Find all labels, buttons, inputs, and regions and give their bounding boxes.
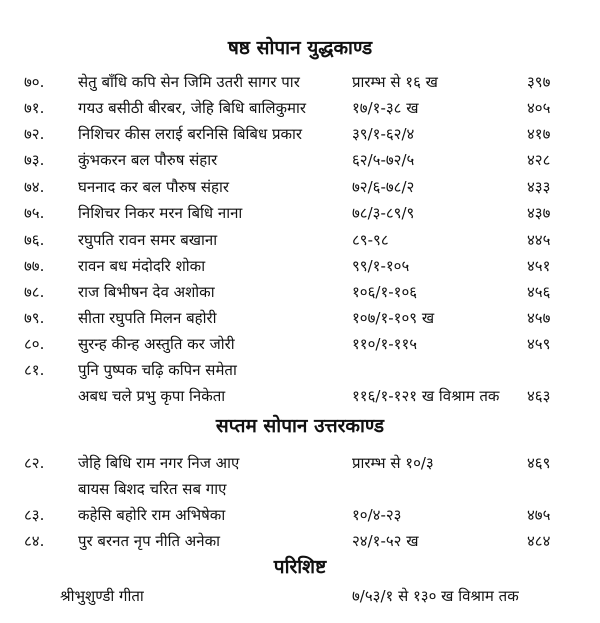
entry-range: ११०/१-११५: [352, 335, 418, 353]
entry-page: ४५९: [527, 335, 551, 353]
entry-page: ४३३: [527, 178, 551, 196]
entry-title: निशिचर कीस लराई बरनिसि बिबिध प्रकार: [78, 125, 303, 143]
entry-number: ८४.: [24, 532, 45, 550]
toc-row: [0, 227, 600, 253]
entry-number: ८३.: [24, 506, 45, 524]
entry-title: कहेसि बहोरि राम अभिषेका: [78, 506, 226, 524]
toc-row: [0, 502, 600, 528]
entry-range: ११६/१-१२१ ख विश्राम तक: [352, 387, 500, 405]
entry-page: ४६९: [527, 454, 551, 472]
entry-title: निशिचर निकर मरन बिधि नाना: [78, 204, 243, 222]
toc-row: [0, 253, 600, 279]
entry-title: सुरन्ह कीन्ह अस्तुति कर जोरी: [78, 335, 235, 353]
entry-title: रघुपति रावन समर बखाना: [78, 231, 218, 249]
entry-range: ३९/१-६२/४: [352, 125, 415, 143]
entry-range: २४/१-५२ ख: [352, 532, 419, 550]
entry-title: कुंभकरन बल पौरुष संहार: [78, 151, 218, 169]
toc-row: [0, 528, 600, 554]
toc-row: [0, 583, 600, 609]
entry-title: सीता रघुपति मिलन बहोरी: [78, 309, 217, 327]
section-heading-yuddhakand: षष्ठ सोपान युद्धकाण्ड: [227, 37, 373, 59]
entry-page: ४२८: [527, 151, 551, 169]
toc-row: [0, 147, 600, 173]
toc-row: [0, 305, 600, 331]
entry-number: ७३.: [24, 151, 45, 169]
entry-number: ८०.: [24, 335, 45, 353]
entry-range: ९९/१-१०५: [352, 257, 410, 275]
toc-row: [0, 357, 600, 383]
toc-row: [0, 95, 600, 121]
entry-number: ७५.: [24, 204, 45, 222]
entry-title: घननाद कर बल पौरुष संहार: [78, 178, 229, 196]
entry-page: ४५१: [527, 257, 551, 275]
toc-row: [0, 279, 600, 305]
entry-page: ४१७: [527, 125, 551, 143]
entry-title: पुर बरनत नृप नीति अनेका: [78, 532, 220, 550]
entry-page: ४७५: [527, 506, 551, 524]
entry-number: ८२.: [24, 454, 45, 472]
toc-row: [0, 121, 600, 147]
entry-range: प्रारम्भ से १०/३: [352, 454, 434, 472]
entry-number: ८१.: [24, 361, 45, 379]
toc-row: [0, 69, 600, 95]
toc-row: [0, 200, 600, 226]
entry-number: ७७.: [24, 257, 45, 275]
entry-number: ७०.: [24, 73, 45, 91]
entry-page: ४५६: [527, 283, 551, 301]
toc-row: [0, 174, 600, 200]
entry-page: ४३७: [527, 204, 551, 222]
toc-row: [0, 476, 600, 502]
entry-title: श्रीभुशुण्डी गीता: [60, 587, 144, 605]
entry-title: गयउ बसीठी बीरबर, जेहि बिधि बालिकुमार: [78, 99, 307, 117]
entry-title: राज बिभीषन देव अशोका: [78, 283, 215, 301]
entry-title: जेहि बिधि राम नगर निज आए: [78, 454, 240, 472]
entry-page: ४४५: [527, 231, 551, 249]
entry-number: ७२.: [24, 125, 45, 143]
entry-range: ८९-९८: [352, 231, 389, 249]
entry-page: ४६३: [527, 387, 551, 405]
toc-row: [0, 331, 600, 357]
entry-page: ४८४: [527, 532, 551, 550]
entry-number: ७४.: [24, 178, 45, 196]
entry-page: ४५७: [527, 309, 551, 327]
entry-range: १७/१-३८ ख: [352, 99, 419, 117]
entry-title: अबध चले प्रभु कृपा निकेता: [78, 387, 226, 405]
entry-range: ७२/६-७८/२: [352, 178, 415, 196]
section-heading-uttarkand: सप्तम सोपान उत्तरकाण्ड: [215, 415, 385, 437]
entry-title: रावन बध मंदोदरि शोका: [78, 257, 206, 275]
entry-range: ७/५३/१ से १३० ख विश्राम तक: [352, 587, 519, 605]
entry-page: ४०५: [527, 99, 551, 117]
entry-range: १०६/१-१०६: [352, 283, 418, 301]
entry-page: ३९७: [527, 73, 551, 91]
section-heading-parishisht: परिशिष्ट: [273, 556, 327, 578]
toc-row: [0, 383, 600, 409]
entry-range: ७८/३-८९/९: [352, 204, 415, 222]
entry-title: बायस बिशद चरित सब गाए: [78, 480, 227, 498]
entry-range: ६२/५-७२/५: [352, 151, 415, 169]
entry-number: ७८.: [24, 283, 45, 301]
entry-range: १०/४-२३: [352, 506, 402, 524]
entry-range: १०७/१-१०९ ख: [352, 309, 435, 327]
entry-number: ७९.: [24, 309, 45, 327]
entry-title: सेतु बाँधि कपि सेन जिमि उतरी सागर पार: [78, 73, 300, 91]
entry-number: ७१.: [24, 99, 45, 117]
toc-row: [0, 450, 600, 476]
entry-title: पुनि पुष्पक चढ़ि कपिन समेता: [78, 361, 237, 379]
entry-number: ७६.: [24, 231, 45, 249]
entry-range: प्रारम्भ से १६ ख: [352, 73, 438, 91]
